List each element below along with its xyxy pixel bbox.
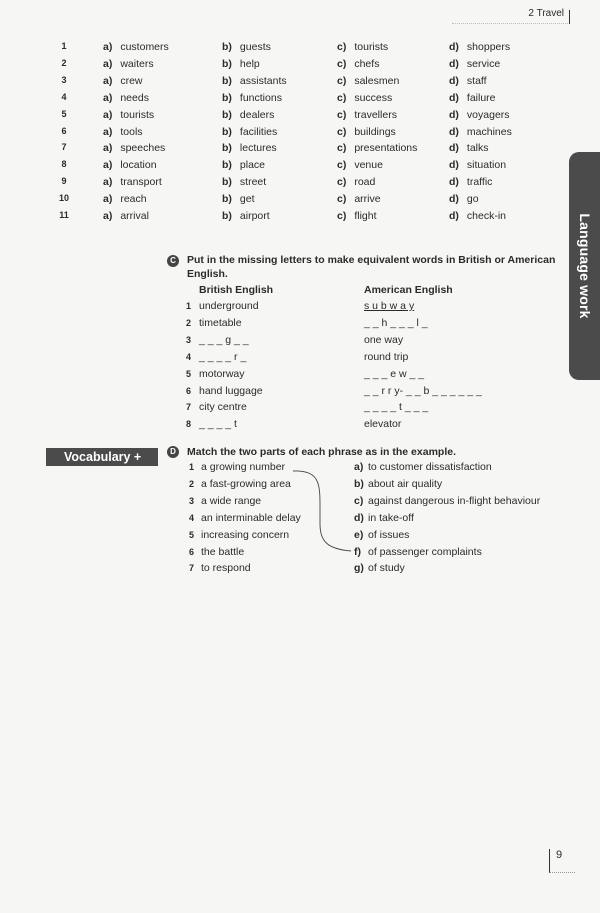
option-text: travellers	[354, 108, 397, 121]
ending-letter: b)	[354, 477, 364, 490]
option-letter: c)	[337, 142, 347, 155]
option-text: help	[239, 57, 260, 70]
option-letter: b)	[222, 142, 232, 155]
option-letter: b)	[222, 176, 232, 189]
word-pair-row	[168, 368, 568, 385]
british-english-heading: British English	[199, 284, 274, 296]
option-letter: b)	[222, 57, 232, 70]
phrase-ending: about air quality	[368, 477, 443, 490]
option-text: shoppers	[466, 41, 511, 53]
option-letter: d)	[449, 108, 459, 121]
american-english-heading: American English	[364, 284, 453, 296]
option-d	[449, 75, 487, 87]
option-row	[0, 75, 560, 92]
row-number: 5	[61, 108, 67, 119]
option-letter: d)	[449, 57, 459, 70]
american-word: _ _ _ _ t _ _ _	[364, 401, 429, 414]
option-text: transport	[120, 176, 162, 189]
option-letter: a)	[103, 193, 113, 206]
word-pair-row	[168, 385, 568, 402]
option-text: chefs	[354, 57, 380, 70]
option-letter: a)	[103, 108, 113, 121]
option-row	[0, 126, 560, 143]
option-letter: c)	[337, 210, 347, 222]
option-text: location	[120, 159, 157, 172]
word-pair-row	[168, 334, 568, 351]
option-letter: d)	[449, 159, 459, 172]
phrase-ending: to customer dissatisfaction	[368, 461, 492, 473]
row-number: 11	[59, 210, 69, 220]
row-number: 1	[61, 41, 67, 51]
word-pair-row	[168, 418, 568, 435]
row-number: 4	[61, 91, 67, 102]
option-a	[103, 142, 165, 154]
row-number: 7	[186, 402, 192, 413]
option-b	[222, 109, 274, 121]
british-word: hand luggage	[199, 384, 263, 397]
option-letter: a)	[103, 159, 113, 172]
option-row	[0, 142, 560, 159]
section-side-tab	[569, 152, 600, 380]
option-d	[449, 193, 479, 205]
option-a	[103, 109, 154, 121]
option-d	[449, 159, 506, 171]
option-c	[337, 193, 381, 205]
option-text: airport	[239, 210, 270, 222]
exercise-c-instruction-line1: Put in the missing letters to make equivalent words in British or American	[187, 254, 556, 266]
option-text: talks	[466, 142, 489, 155]
option-text: road	[354, 176, 376, 189]
running-header	[452, 8, 570, 24]
phrase-ending: in take-off	[368, 511, 414, 524]
british-word: city centre	[199, 401, 247, 414]
american-word: _ _ h _ _ _ l _	[364, 316, 428, 329]
option-text: tourists	[354, 41, 389, 53]
page-number	[549, 849, 575, 873]
row-number: 9	[61, 176, 67, 187]
ending-letter: d)	[354, 511, 364, 524]
ending-letter: g)	[354, 562, 364, 575]
option-c	[337, 92, 392, 104]
row-number: 3	[189, 495, 195, 506]
phrase-row	[168, 478, 568, 495]
option-text: service	[466, 57, 501, 70]
option-a	[103, 75, 143, 87]
british-word: _ _ _ _ r _	[199, 350, 247, 363]
option-letter: d)	[449, 41, 459, 53]
option-letter: c)	[337, 91, 347, 104]
option-letter: b)	[222, 159, 232, 172]
option-text: traffic	[466, 176, 493, 189]
option-letter: d)	[449, 142, 459, 155]
option-a	[103, 159, 157, 171]
option-letter: a)	[103, 91, 113, 104]
option-text: speeches	[120, 142, 166, 155]
option-b	[222, 126, 277, 138]
option-letter: d)	[449, 193, 459, 206]
option-c	[337, 210, 377, 222]
word-pair-row	[168, 317, 568, 334]
option-row	[0, 193, 560, 210]
option-letter: c)	[337, 193, 347, 206]
option-text: situation	[466, 159, 507, 172]
option-letter: a)	[103, 142, 113, 155]
option-row	[0, 41, 560, 58]
row-number: 8	[186, 419, 192, 430]
option-letter: b)	[222, 91, 232, 104]
option-a	[103, 193, 147, 205]
row-number: 2	[61, 57, 67, 68]
phrase-start: to respond	[201, 562, 251, 575]
option-letter: c)	[337, 74, 347, 87]
option-text: reach	[120, 193, 147, 206]
option-c	[337, 41, 388, 53]
row-number: 3	[61, 74, 67, 85]
option-b	[222, 41, 271, 53]
option-c	[337, 109, 397, 121]
ending-letter: c)	[354, 494, 364, 507]
option-letter: b)	[222, 41, 232, 53]
option-text: tourists	[120, 108, 155, 121]
row-number: 4	[186, 351, 192, 362]
option-text: flight	[354, 210, 377, 222]
american-word: elevator	[364, 418, 402, 431]
word-pair-row	[168, 401, 568, 418]
option-a	[103, 92, 149, 104]
option-letter: a)	[103, 74, 113, 87]
option-text: tools	[120, 125, 143, 138]
option-d	[449, 210, 506, 222]
phrase-start: the battle	[201, 545, 245, 558]
option-text: place	[239, 159, 266, 172]
ending-letter: e)	[354, 528, 364, 541]
option-letter: b)	[222, 74, 232, 87]
row-number: 3	[186, 334, 192, 345]
option-b	[222, 159, 265, 171]
option-c	[337, 75, 399, 87]
option-letter: a)	[103, 41, 113, 53]
option-text: crew	[120, 74, 143, 87]
option-b	[222, 58, 260, 70]
option-text: arrive	[354, 193, 381, 206]
row-number: 5	[189, 529, 195, 540]
phrase-ending: of passenger complaints	[368, 545, 482, 558]
option-letter: c)	[337, 176, 347, 189]
phrase-ending: of issues	[368, 528, 410, 541]
exercise-c-badge: C	[167, 255, 179, 267]
phrase-row	[168, 495, 568, 512]
phrase-start: a fast-growing area	[201, 477, 291, 490]
american-word: _ _ _ e w _ _	[364, 367, 425, 380]
american-word: s u b w a y	[364, 300, 415, 312]
option-text: get	[239, 193, 255, 206]
option-text: needs	[120, 91, 149, 104]
word-pair-row	[168, 351, 568, 368]
option-d	[449, 142, 489, 154]
option-c	[337, 58, 379, 70]
option-letter: d)	[449, 125, 459, 138]
option-text: guests	[239, 41, 271, 53]
row-number: 6	[186, 385, 192, 396]
option-text: dealers	[239, 108, 275, 121]
vocabulary-plus-label: Vocabulary +	[64, 450, 142, 464]
british-word: _ _ _ g _ _	[199, 333, 249, 346]
option-row	[0, 176, 560, 193]
option-letter: c)	[337, 57, 347, 70]
exercise-d-badge: D	[167, 446, 179, 458]
option-text: go	[466, 193, 479, 206]
option-letter: a)	[103, 210, 113, 222]
row-number: 10	[58, 193, 69, 204]
row-number: 2	[189, 478, 195, 489]
option-a	[103, 176, 162, 188]
row-number: 4	[189, 512, 195, 523]
phrase-row	[168, 461, 568, 478]
option-b	[222, 176, 266, 188]
option-d	[449, 126, 512, 138]
phrase-start: a wide range	[201, 494, 262, 507]
option-letter: c)	[337, 41, 347, 53]
option-text: venue	[354, 159, 383, 172]
option-letter: a)	[103, 57, 113, 70]
option-a	[103, 41, 169, 53]
option-text: presentations	[354, 142, 418, 155]
row-number: 1	[186, 301, 192, 311]
option-row	[0, 210, 560, 227]
british-word: timetable	[199, 316, 242, 329]
header-rule	[569, 10, 570, 24]
option-text: buildings	[354, 125, 396, 138]
option-text: machines	[466, 125, 512, 138]
option-text: failure	[466, 91, 496, 104]
ending-letter: f)	[354, 545, 361, 558]
option-letter: c)	[337, 159, 347, 172]
phrase-ending: of study	[368, 562, 405, 575]
row-number: 2	[186, 317, 192, 328]
option-a	[103, 58, 154, 70]
option-text: check-in	[466, 210, 507, 222]
header-label: 2 Travel	[528, 8, 564, 19]
row-number: 5	[186, 368, 192, 379]
row-number: 6	[61, 125, 67, 136]
ending-letter: a)	[354, 461, 364, 473]
option-letter: d)	[449, 210, 459, 222]
side-tab-label: Language work	[576, 213, 593, 319]
vocabulary-plus-banner	[46, 448, 158, 466]
option-c	[337, 142, 417, 154]
option-c	[337, 176, 375, 188]
exercise-c-instruction-line2: English.	[187, 268, 228, 280]
american-word: one way	[364, 333, 404, 346]
option-letter: c)	[337, 125, 347, 138]
option-text: functions	[239, 91, 282, 104]
exercise-d-instruction: Match the two parts of each phrase as in the example.	[187, 446, 456, 458]
option-letter: d)	[449, 74, 459, 87]
phrase-row	[168, 529, 568, 546]
option-letter: a)	[103, 176, 113, 189]
phrase-ending: against dangerous in-flight behaviour	[368, 494, 541, 507]
option-d	[449, 109, 510, 121]
option-row	[0, 92, 560, 109]
word-pair-row	[168, 300, 568, 317]
row-number: 8	[61, 159, 67, 170]
phrase-start: an interminable delay	[201, 511, 301, 524]
option-b	[222, 193, 255, 205]
page-number-label: 9	[556, 849, 563, 861]
option-letter: b)	[222, 125, 232, 138]
option-letter: b)	[222, 193, 232, 206]
option-text: assistants	[239, 74, 287, 87]
phrase-row	[168, 562, 568, 579]
option-row	[0, 58, 560, 75]
option-row	[0, 159, 560, 176]
option-text: customers	[120, 41, 169, 53]
option-text: success	[354, 91, 393, 104]
option-b	[222, 210, 270, 222]
phrase-start: increasing concern	[201, 528, 290, 541]
phrase-start: a growing number	[201, 461, 286, 473]
american-word: _ _ r r y- _ _ b _ _ _ _ _ _	[364, 384, 482, 397]
option-b	[222, 75, 287, 87]
option-text: staff	[466, 74, 487, 87]
option-letter: d)	[449, 176, 459, 189]
option-b	[222, 92, 282, 104]
option-b	[222, 142, 277, 154]
option-text: street	[239, 176, 267, 189]
option-c	[337, 159, 383, 171]
option-text: voyagers	[466, 108, 510, 121]
option-d	[449, 41, 510, 53]
row-number: 1	[189, 462, 195, 472]
row-number: 6	[189, 546, 195, 557]
option-text: facilities	[239, 125, 278, 138]
option-text: salesmen	[354, 74, 400, 87]
option-letter: b)	[222, 210, 232, 222]
row-number: 7	[189, 563, 195, 574]
phrase-row	[168, 546, 568, 563]
british-word: _ _ _ _ t	[199, 418, 237, 431]
american-word: round trip	[364, 350, 409, 363]
option-text: lectures	[239, 142, 277, 155]
option-a	[103, 210, 149, 222]
option-a	[103, 126, 143, 138]
option-text: arrival	[120, 210, 149, 222]
british-word: underground	[199, 300, 259, 312]
option-text: waiters	[120, 57, 154, 70]
option-c	[337, 126, 396, 138]
british-word: motorway	[199, 367, 245, 380]
row-number: 7	[61, 142, 67, 153]
option-letter: d)	[449, 91, 459, 104]
option-d	[449, 176, 492, 188]
option-d	[449, 58, 500, 70]
option-letter: a)	[103, 125, 113, 138]
option-d	[449, 92, 496, 104]
option-letter: b)	[222, 108, 232, 121]
phrase-row	[168, 512, 568, 529]
option-row	[0, 109, 560, 126]
option-letter: c)	[337, 108, 347, 121]
